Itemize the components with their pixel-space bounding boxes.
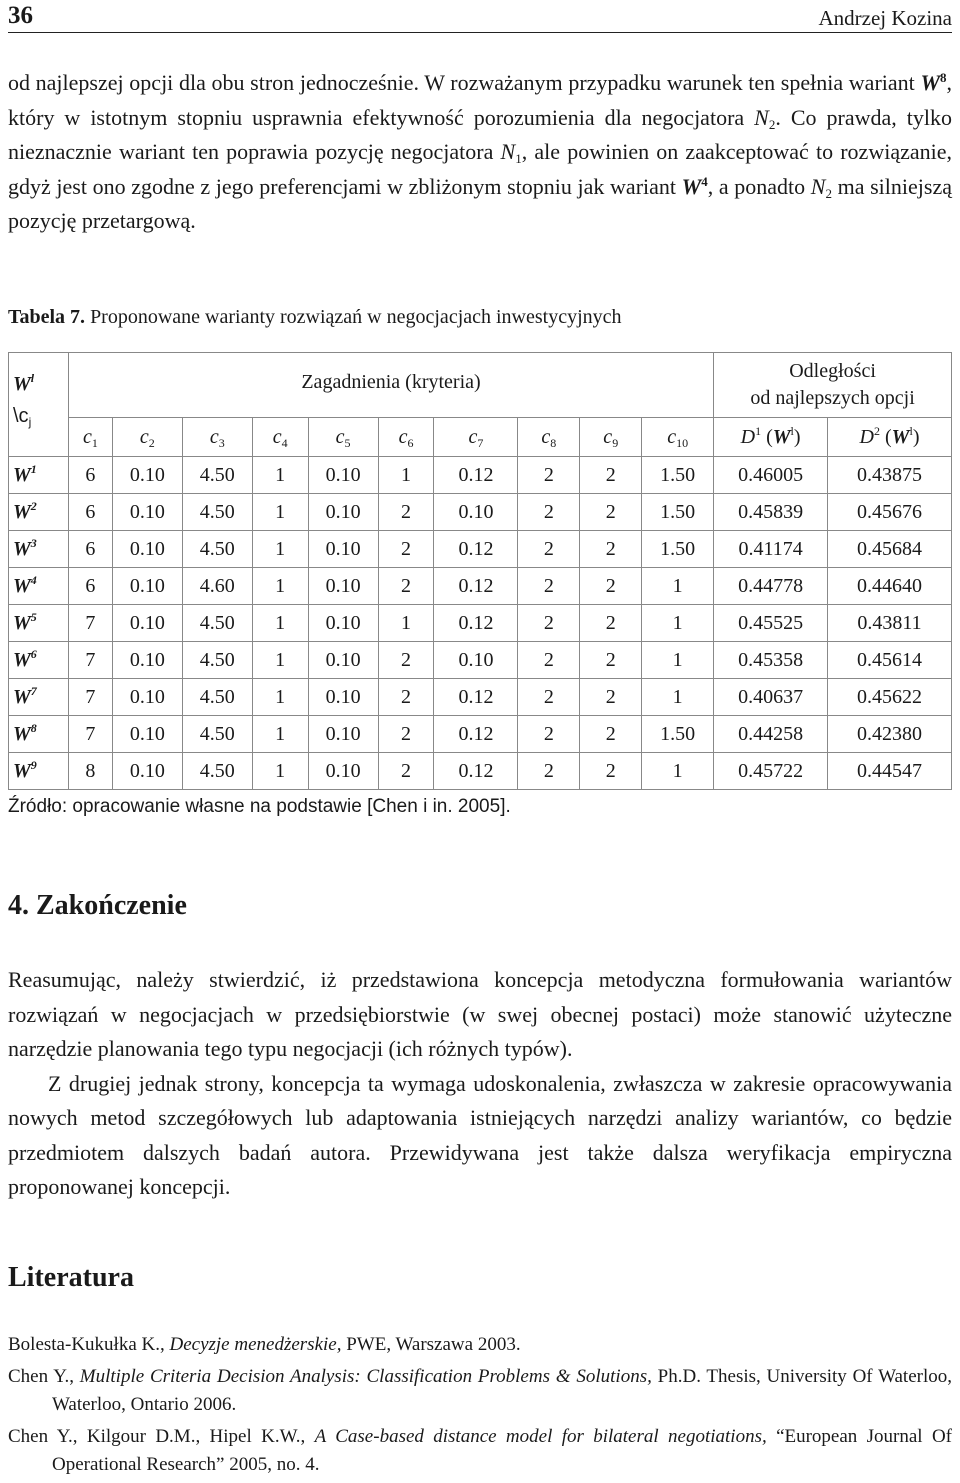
criterion-header: $c_3$: [182, 418, 252, 457]
table-cell: 2: [518, 716, 580, 753]
literature-heading: Literatura: [8, 1262, 134, 1293]
table-row: [9, 753, 952, 790]
table-row: [9, 716, 952, 753]
table-cell: 2: [378, 642, 434, 679]
table-cell: 7: [68, 642, 112, 679]
table-cell: 4.50: [182, 457, 252, 494]
table-cell: 0.42380: [828, 716, 952, 753]
table-cell: 6: [68, 457, 112, 494]
criterion-header: $c_4$: [252, 418, 308, 457]
table-cell: 0.45614: [828, 642, 952, 679]
table-cell: 6: [68, 494, 112, 531]
table-cell: 4.50: [182, 753, 252, 790]
table-cell: 1: [252, 568, 308, 605]
table-cell: 1: [252, 605, 308, 642]
table-cell: 2: [378, 531, 434, 568]
table-row: [9, 457, 952, 494]
table-cell: 2: [518, 457, 580, 494]
table-cell: 2: [378, 753, 434, 790]
page-number: 36: [8, 2, 33, 29]
variant-label: $W^2$: [9, 494, 69, 531]
variant-label: $W^4$: [9, 568, 69, 605]
table-cell: 2: [580, 457, 642, 494]
table-cell: 1.50: [642, 531, 714, 568]
table-body: [9, 457, 952, 790]
table-cell: 7: [68, 605, 112, 642]
table-cell: 1: [252, 716, 308, 753]
table-cell: 0.12: [434, 605, 518, 642]
table-cell: 0.10: [112, 531, 182, 568]
distances-group-header: Odległości od najlepszych opcji: [714, 353, 952, 418]
table-row: [9, 568, 952, 605]
table-cell: 4.50: [182, 716, 252, 753]
table-cell: 0.44640: [828, 568, 952, 605]
reference-list: [8, 1331, 952, 1483]
criterion-header: $c_2$: [112, 418, 182, 457]
table-cell: 0.45839: [714, 494, 828, 531]
table-cell: 1: [252, 531, 308, 568]
table-cell: 1: [642, 605, 714, 642]
table-row: [9, 642, 952, 679]
table-cell: 0.10: [112, 753, 182, 790]
table-cell: 2: [580, 679, 642, 716]
table-cell: 0.10: [434, 642, 518, 679]
table-cell: 0.10: [112, 605, 182, 642]
table-cell: 7: [68, 716, 112, 753]
table-cell: 0.10: [308, 679, 378, 716]
running-author: Andrzej Kozina: [818, 6, 952, 30]
variant-label: $W^9$: [9, 753, 69, 790]
table-cell: 0.10: [308, 753, 378, 790]
table-cell: 0.43811: [828, 605, 952, 642]
table-cell: 0.12: [434, 457, 518, 494]
table-cell: 2: [518, 679, 580, 716]
table-cell: 0.10: [308, 642, 378, 679]
table-cell: 4.50: [182, 494, 252, 531]
table-cell: 4.50: [182, 642, 252, 679]
criterion-header: $c_9$: [580, 418, 642, 457]
variant-label: $W^8$: [9, 716, 69, 753]
criterion-header: $c_6$: [378, 418, 434, 457]
table-cell: 0.44258: [714, 716, 828, 753]
table-cell: 2: [518, 568, 580, 605]
table-cell: 0.10: [112, 679, 182, 716]
table-cell: 4.50: [182, 679, 252, 716]
corner-c-label: $\backslash c_j$: [13, 405, 32, 429]
table-cell: 2: [378, 679, 434, 716]
table-cell: 1: [642, 679, 714, 716]
table-cell: 0.10: [112, 494, 182, 531]
distance-header: $D^2$ $(W^l)$: [828, 418, 952, 457]
table-cell: 2: [378, 568, 434, 605]
table-cell: 0.12: [434, 679, 518, 716]
table-cell: 4.60: [182, 568, 252, 605]
table-cell: 4.50: [182, 531, 252, 568]
variants-table: [8, 352, 952, 790]
table-header-row: [9, 353, 952, 418]
table-cell: 0.44547: [828, 753, 952, 790]
table-cell: 2: [580, 494, 642, 531]
table-cell: 0.10: [434, 494, 518, 531]
reference-item: Chen Y., Multiple Criteria Decision Analysis: Classification Problems & Solutions, Ph.D. Thesis, University Of Waterloo, Waterloo, Ontario 2006.: [8, 1366, 952, 1415]
table-cell: 0.10: [308, 531, 378, 568]
distance-header: $D^1$ $(W^l)$: [714, 418, 828, 457]
table-cell: 0.45622: [828, 679, 952, 716]
criterion-header: $c_1$: [68, 418, 112, 457]
table-cell: 2: [378, 716, 434, 753]
table-corner-cell: [9, 353, 69, 457]
reference-item: Chen Y., Kilgour D.M., Hipel K.W., A Case-based distance model for bilateral negotiations, “European Journal Of Operational Research” 2005, no. 4.: [8, 1426, 952, 1475]
table-cell: 2: [580, 716, 642, 753]
table-cell: 2: [580, 753, 642, 790]
table-cell: 0.44778: [714, 568, 828, 605]
table-row: [9, 679, 952, 716]
table-cell: 1: [642, 753, 714, 790]
table-cell: 7: [68, 679, 112, 716]
table-cell: 6: [68, 568, 112, 605]
table-cell: 1: [378, 457, 434, 494]
table-cell: 0.45722: [714, 753, 828, 790]
table-cell: 0.10: [308, 716, 378, 753]
table-cell: 0.10: [112, 457, 182, 494]
table-cell: 0.10: [112, 716, 182, 753]
table-cell: 0.45676: [828, 494, 952, 531]
conclusion-text: [8, 963, 952, 1205]
criteria-group-header: Zagadnienia (kryteria): [68, 353, 713, 418]
table-cell: 2: [518, 753, 580, 790]
table-cell: 1: [252, 642, 308, 679]
criteria-header-row: [9, 418, 952, 457]
table-cell: 2: [580, 605, 642, 642]
reference-item: Bolesta-Kukułka K., Decyzje menedżerskie, PWE, Warszawa 2003.: [8, 1334, 521, 1355]
table-cell: 0.10: [308, 457, 378, 494]
variant-label: $W^6$: [9, 642, 69, 679]
table-cell: 0.12: [434, 531, 518, 568]
table-cell: 0.46005: [714, 457, 828, 494]
table-row: [9, 605, 952, 642]
table-caption: Tabela 7. Proponowane warianty rozwiązań w negocjacjach inwestycyjnych: [8, 306, 622, 328]
table-cell: 2: [580, 568, 642, 605]
table-cell: 1: [642, 642, 714, 679]
table-cell: 2: [580, 642, 642, 679]
table-cell: 0.10: [308, 605, 378, 642]
table-cell: 1: [252, 457, 308, 494]
table-cell: 1: [378, 605, 434, 642]
table-cell: 4.50: [182, 605, 252, 642]
variant-label: $W^3$: [9, 531, 69, 568]
table-cell: 1.50: [642, 716, 714, 753]
table-cell: 6: [68, 531, 112, 568]
table-cell: 0.10: [308, 568, 378, 605]
table-cell: 2: [580, 531, 642, 568]
table-cell: 0.10: [112, 568, 182, 605]
table-cell: 2: [518, 531, 580, 568]
table-cell: 0.41174: [714, 531, 828, 568]
table-cell: 1.50: [642, 457, 714, 494]
table-cell: 2: [518, 605, 580, 642]
table-row: [9, 531, 952, 568]
table-row: [9, 494, 952, 531]
table-cell: 1: [642, 568, 714, 605]
variant-label: $W^5$: [9, 605, 69, 642]
table-cell: 2: [518, 642, 580, 679]
table-cell: 2: [518, 494, 580, 531]
table-cell: 1: [252, 753, 308, 790]
variant-label: $W^7$: [9, 679, 69, 716]
table-cell: 0.12: [434, 716, 518, 753]
corner-w-label: $W^l$: [13, 371, 35, 395]
table-cell: 0.45525: [714, 605, 828, 642]
table-cell: 8: [68, 753, 112, 790]
table-cell: 0.12: [434, 568, 518, 605]
table-cell: 0.43875: [828, 457, 952, 494]
section-heading: 4. Zakończenie: [8, 890, 187, 921]
table-cell: 0.10: [308, 494, 378, 531]
conclusion-paragraph: Reasumując, należy stwierdzić, iż przedstawiona koncepcja metodyczna formułowania wariantów rozwiązań w negocjacjach w przedsiębiorstwie (w swej obecnej postaci) może stanowić użyteczne narzędzie planowania tego typu negocjacji (ich różnych typów).: [8, 967, 952, 1061]
table-cell: 0.40637: [714, 679, 828, 716]
conclusion-paragraph: Z drugiej jednak strony, koncepcja ta wymaga udoskonalenia, zwłaszcza w zakresie opracowywania nowych metod szczegółowych lub adaptowania istniejących narzędzi analizy wariantów, co będzie przedmiotem dalszych badań autora. Przewidywana jest także dalsza weryfikacja empiryczna proponowanej koncepcji.: [8, 1070, 952, 1199]
table-cell: 0.10: [112, 642, 182, 679]
criterion-header: $c_{10}$: [642, 418, 714, 457]
criterion-header: $c_8$: [518, 418, 580, 457]
running-header: [8, 2, 952, 33]
variant-label: $W^1$: [9, 457, 69, 494]
table-cell: 0.45684: [828, 531, 952, 568]
intro-paragraph: od najlepszej opcji dla obu stron jednocześnie. W rozważanym przypadku warunek ten spełnia wariant $W^8$, który w istotnym stopniu usprawnia efektywność porozumienia dla negocjatora $N_2$. Co prawda, tylko nieznacznie wariant ten poprawia pozycję negocjatora $N_1$, ale powinien on zaakceptować to rozwiązanie, gdyż jest ono zgodne z jego preferencjami w zbliżonym stopniu jak wariant $W^4$, a ponadto $N_2$ ma silniejszą pozycję przetargową.: [8, 70, 952, 233]
criterion-header: $c_5$: [308, 418, 378, 457]
table-cell: 1: [252, 679, 308, 716]
table-source-note: Źródło: opracowanie własne na podstawie [Chen i in. 2005].: [8, 796, 511, 817]
table-cell: 2: [378, 494, 434, 531]
table-cell: 0.45358: [714, 642, 828, 679]
table-cell: 0.12: [434, 753, 518, 790]
criterion-header: $c_7$: [434, 418, 518, 457]
table-cell: 1.50: [642, 494, 714, 531]
table-cell: 1: [252, 494, 308, 531]
